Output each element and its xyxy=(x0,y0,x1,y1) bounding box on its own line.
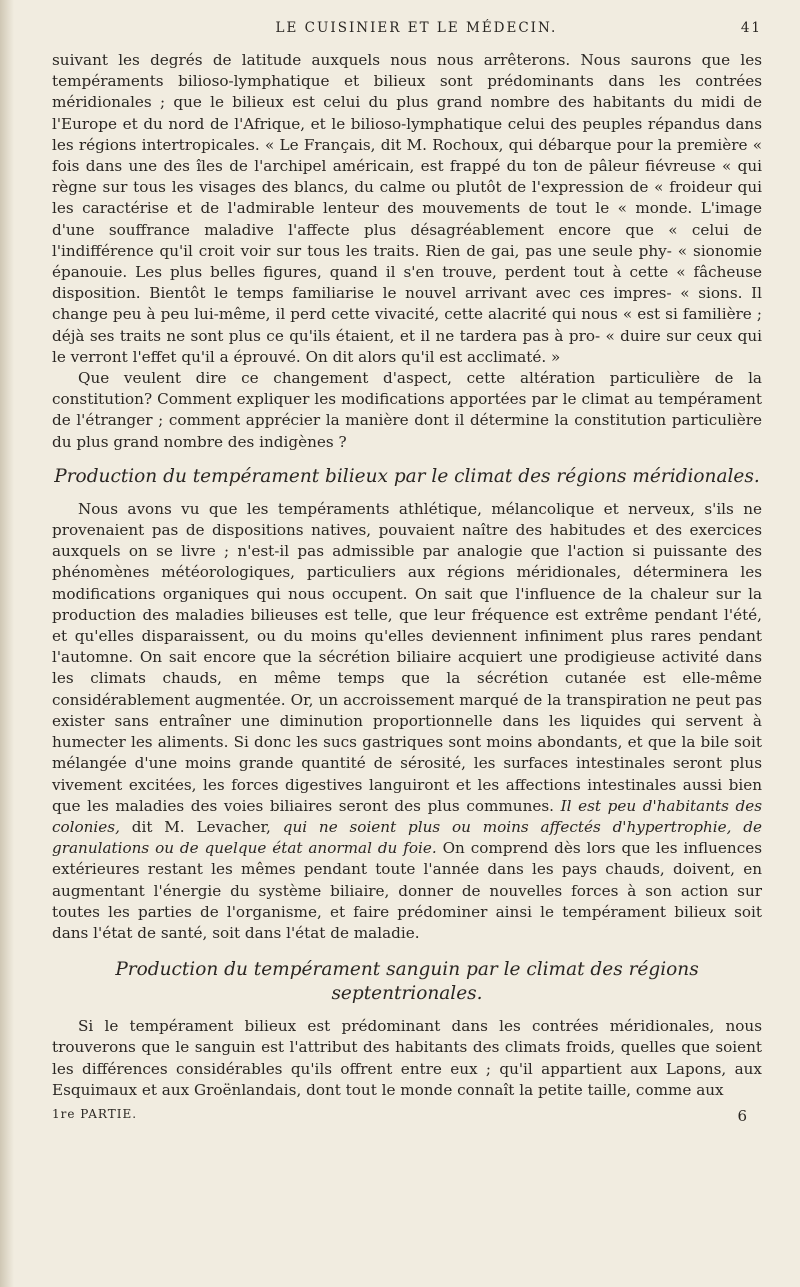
section-heading-bilious: Production du tempérament bilieux par le climat des régions méridionales. xyxy=(54,465,760,487)
running-header xyxy=(52,20,762,36)
part-label: 1re PARTIE. xyxy=(52,1106,138,1121)
paragraph-bilious-temperament xyxy=(52,499,762,944)
page-number: 41 xyxy=(740,20,762,36)
section-heading-sanguine xyxy=(52,958,762,1006)
paragraph-sanguine-temperament: Si le tempérament bilieux est prédominant dans les contrées méridionales, nous trouverons que le sanguin est l'attribut des habitants des climats froids, quelles que soient les différences considérables qu'ils offrent entre eux ; qu'il appartient aux Lapons, aux Esquimaux et aux Groënlandais, dont tout le monde connaît la petite taille, comme aux xyxy=(52,1017,762,1099)
levacher-quote-end: qui ne soient plus ou moins affectés d'hypertrophie, de granulations ou de quelque état anormal du foie. xyxy=(52,817,763,858)
paragraph-quote-rochoux: suivant les degrés de latitude auxquels nous nous arrêterons. Nous saurons que les tempéraments bilioso-lymphatique et bilieux sont prédominants dans les contrées méridionales ; que le bilieux est celui du plus grand nombre des habitants du midi de l'Europe et du nord de l'Afrique, et le bilioso-lymphatique celui des peuples répandus dans les régions intertropicales. « Le Français, dit M. Rochoux, qui débarque pour la première « fois dans une des îles de l'archipel américain, est frappé du ton de pâleur fiévreuse « qui règne sur tous les visages des blancs, du calme ou plutôt de l'expression de « froideur qui les caractérise et de l'admirable lenteur des mouvements de tout le « monde. L'image d'une souffrance maladive l'affecte plus désagréablement encore que « celui de l'indifférence qu'il croit voir sur tous les traits. Rien de gai, pas une seule phy- « sionomie épanouie. Les plus belles figures, quand il s'en trouve, perdent tout à cette « fâcheuse disposition. Bientôt le temps familiarise le nouvel arrivant avec ces impres- « sions. Il change peu à peu lui-même, il perd cette vivacité, cette alacrité qui nous « est si familière ; déjà ses traits ne sont plus ce qu'ils étaient, et il ne tardera pas à pro- « duire sur ceux qui le verront l'effet qu'il a éprouvé. On dit alors qu'il est acclimaté. » xyxy=(52,51,762,366)
levacher-quote-start: Il est peu d'habitants des colonies, xyxy=(52,796,763,836)
levacher-attribution: dit M. Levacher, xyxy=(131,817,271,836)
sanguine-heading-line1: Production du tempérament sanguin par le climat des régions xyxy=(115,959,699,981)
paragraph-questions: Que veulent dire ce changement d'aspect, cette altération particulière de la constitution? Comment expliquer les modifications apportées par le climat au tempérament de l'étranger ; comment apprécier la manière dont il détermine la constitution particulière du plus grand nombre des indigènes ? xyxy=(52,369,762,451)
sanguine-heading-line2: septentrionales. xyxy=(331,983,483,1005)
bilious-text: Nous avons vu que les tempéraments athlétique, mélancolique et nerveux, s'ils ne provenaient pas de dispositions natives, pouvaient naître des habitudes et des exercices auxquels on se livre ; n'est-il pas admissible par analogie que l'action si puissante des phénomènes météorologiques, particuliers aux régions méridionales, déterminera les modifications organiques qui nous occupent. On sait que l'influence de la chaleur sur la production des maladies bilieuses est telle, que leur fréquence est extrême pendant l'été, et qu'elles disparaissent, ou du moins qu'elles deviennent infiniment plus rares pendant l'automne. On sait encore que la sécrétion biliaire acquiert une prodigieuse activité dans les climats chauds, en même temps que la sécrétion cutanée est elle-même considérablement augmentée. Or, un accroissement marqué de la transpiration ne peut pas exister sans entraîner une diminution proportionnelle dans les liquides qui servent à humecter les aliments. Si donc les sucs gastriques sont moins abondants, et que la bile soit mélangée d'une moins grande quantité de sérosité, les surfaces intestinales seront plus vivement excitées, les forces digestives languiront et les affections intestinales aussi bien que les maladies des voies biliaires seront des plus communes. xyxy=(52,499,762,815)
signature-mark: 6 xyxy=(737,1106,748,1125)
running-title: LE CUISINIER ET LE MÉDECIN. xyxy=(275,20,558,36)
page-footer xyxy=(52,1107,762,1125)
binding-gutter xyxy=(0,0,14,1287)
bilious-conclusion: On comprend dès lors que les influences extérieures restant les mêmes pendant toute l'année dans les pays chauds, doivent, en augmentant l'énergie du système biliaire, donner de nouvelles forces à son action sur toutes les parties de l'organisme, et faire prédominer ainsi le tempérament bilieux soit dans l'état de santé, soit dans l'état de maladie. xyxy=(52,839,762,942)
